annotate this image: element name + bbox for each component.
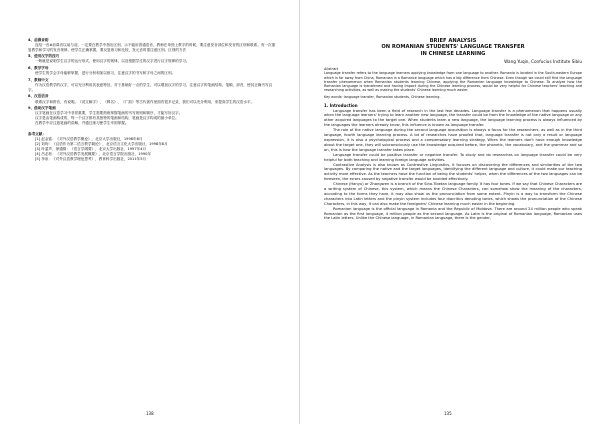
- body-text: [324, 109, 582, 222]
- section-heading: 8、汉语语音: [28, 94, 49, 99]
- right-page: [300, 0, 600, 424]
- keywords-label: Key words:: [324, 95, 343, 100]
- reference-item: [3] 叶蜚声、徐通锵：《语言学纲要》，北京大学出版社，1997年4月: [35, 146, 147, 151]
- section-paragraph: 汉字笔画在汉语学习中非常重要，学生需要熟练掌握笔画的书写规则和顺序，才能写好汉字。: [35, 111, 183, 116]
- section-5: [28, 54, 278, 64]
- section-heading: 6、教学字母: [28, 65, 49, 70]
- references-title: 参考文献：: [28, 131, 46, 136]
- right-column: [324, 36, 582, 221]
- section-paragraph: 使学生的学会字母能够掌握，进行分析和加以练习，注意汉字的书写和字母之间的区别。: [35, 71, 176, 76]
- body-paragraph: Chinese (Hanyu) or Zhongwen is a branch of the Sino-Tibetan language family. It has four tones. If we say that Chinese Characters are a writing system of Chinese, this system, which means the Chinese Characters, can somehow show the meaning of the characters, according to the forms they have, it may also show us the pronunciation from some extent. Pinyin is a way to transform the Chinese characters into Latin letters and the pinyin system includes four diacritics denoting tones, which shows the pronunciation of the Chinese Characters, in this way, it can also make the foreigners' Chinese learning much easier in the beginning.: [324, 182, 582, 206]
- section-9: [28, 106, 278, 126]
- body-paragraph: Language transfer has been a field of research in the last few decades. Language transfer is a phenomenon that happens usually when the language learners' trying to learn another new language, the transfer could be from the knowledge of the native language or any other acquired languages to the target one. When students learn a new language, the language learning process is always influenced by the languages the learners already know, this influence is known as language transfer.: [324, 108, 582, 128]
- section-6: [28, 66, 278, 76]
- author-line: Wang Yuqin, Confucius Institute Sibiu: [504, 59, 582, 65]
- abstract-text: Language transfer refers to the language learners applying knowledge from one language to another. Romania is located in the South-eastern Europe which is far away from China, Romanian is a Romance language which has a big difference from Chinese. Even though we could still find the language transfer phenomenon when Romanian students learning Chinese, applying the Romanian language knowledge to Chinese. To analyze how the Romanian language is transferred and having impact during the Chinese learning process, would be very helpful for Chinese teachers' teaching and researching activities, as well as making the students' Chinese learning much easier.: [324, 71, 582, 93]
- section-title: 1. Introduction: [324, 102, 358, 108]
- body-paragraph: The role of the native language during the second language acquisition is always a focus for the researchers, as well as in the third language, fourth language learning process. A lot of researches have proofed that, language transfer is not only a result or language expression, it is also a psychological process and a compensatory learning strategy. When the learners don't have enough knowledge about the target one, they will subconsciously use the knowledge acquired before, the phonetic, the vocabulary, and the grammar and so on, this is how the language transfer takes place.: [324, 128, 582, 152]
- title-line: IN CHINESE LEARNING: [420, 50, 486, 57]
- references-list: [28, 137, 278, 162]
- section-paragraph: 作为汉语教学的汉字，可以充分利用其表意特征，对于基础好一点的学生，可以增加汉字的学习，注意汉字的笔画结构，笔顺，部首，使其正确书写汉字。: [28, 82, 273, 92]
- reference-item: [1] 赵金铭：《对外汉语教学概论》，北京大学出版社，1998年6月: [35, 136, 143, 141]
- keywords: [324, 95, 582, 99]
- section-4: [28, 38, 278, 53]
- body-paragraph: Contrastive Analysis is also known as Contrastive Linguistics, it focuses on discovering the differences and similarities of the two languages. By comparing the native and the target languages, identifying the different language and culture, it could make our teaching activity more effective. As the teachers have the function of being the students' helper, when the differences of the two languages can be foreseen, the errors caused by negative transfer would be avoided effectively.: [324, 162, 582, 182]
- section-8: [28, 94, 278, 104]
- reference-item: [2] 刘珣：《汉语作为第二语言教学简论》，北京语言文化大学出版社，1998年8月: [35, 141, 168, 146]
- section-paragraph: 在教学中应注意笔画的讲解，并通过练习使学生牢固掌握。: [35, 121, 129, 126]
- paper-title: [324, 38, 582, 57]
- left-column: [28, 36, 278, 162]
- section-paragraph: 一般就是说明学生汉字的运行形式，使用汉字的规律，以及根据学过的汉字进行汉字规律的学习。: [35, 59, 190, 64]
- reference-item: [4] 吕必松：《对外汉语教学发展概要》，北京语言学院出版社，1990年: [35, 151, 152, 156]
- abstract: [324, 67, 582, 92]
- section-7: [28, 78, 278, 93]
- body-paragraph: Romanian language is the official language in Romania and the Republic of Moldova. There are around 24 million people who speak Romanian as the first language, 4 million people as the second language. As Latin is the original of Romanian language, Romanian uses the Latin letters. Unlike the Chinese language, in Romanian language, there is the gender,: [324, 206, 582, 221]
- section-paragraph: 连结一音#前鼻音以前与前，一定要在教学中指出区别，示不能用普通语音，教师在单独上教字的时候，要注意发音部位和发音的区别和联系。有一次重复教学和学习的发音规律，使学生正确掌握，要反复练习和比较，发元音时需注意区别。区别的方法: [28, 42, 276, 52]
- reference-item: [5] 李泉：《对外汉语教学理论思考》，教育科学出版社，2011年5月: [35, 156, 147, 161]
- title-line: ON ROMANIAN STUDENTS' LANGUAGE TRANSFER: [381, 44, 525, 51]
- page-number: 138: [146, 411, 154, 416]
- section-heading: 9、借助汉字笔画: [28, 106, 56, 111]
- section-heading: 7、教师中文: [28, 77, 49, 82]
- body-paragraph: Language transfer could be positive transfer or negative transfer. To study and do researches on language transfer could be very helpful for both teaching and learning foreign language activities.: [324, 152, 582, 162]
- page-number: 135: [444, 411, 452, 416]
- abstract-label: Abstract: [324, 67, 339, 72]
- section-heading: 5、使用汉字的技巧: [28, 54, 60, 59]
- section-paragraph: 汉字是由笔画构成的，每一个汉字都有其独特的笔画和结构，笔画是汉字构成的最小单位。: [35, 116, 179, 121]
- keywords-text: language transfer, Romanian students, Chinese learning.: [343, 95, 441, 100]
- section-paragraph: 联系汉字和拼音，有说明。《说文解字》、《释名》、《广韵》等古代著作里面有很多记录，我们可以充分利用，来提高学生的汉语水平。: [35, 99, 255, 104]
- section-heading: 4、前鼻音韵: [28, 37, 49, 42]
- title-line: BRIEF ANALYSIS: [429, 38, 477, 44]
